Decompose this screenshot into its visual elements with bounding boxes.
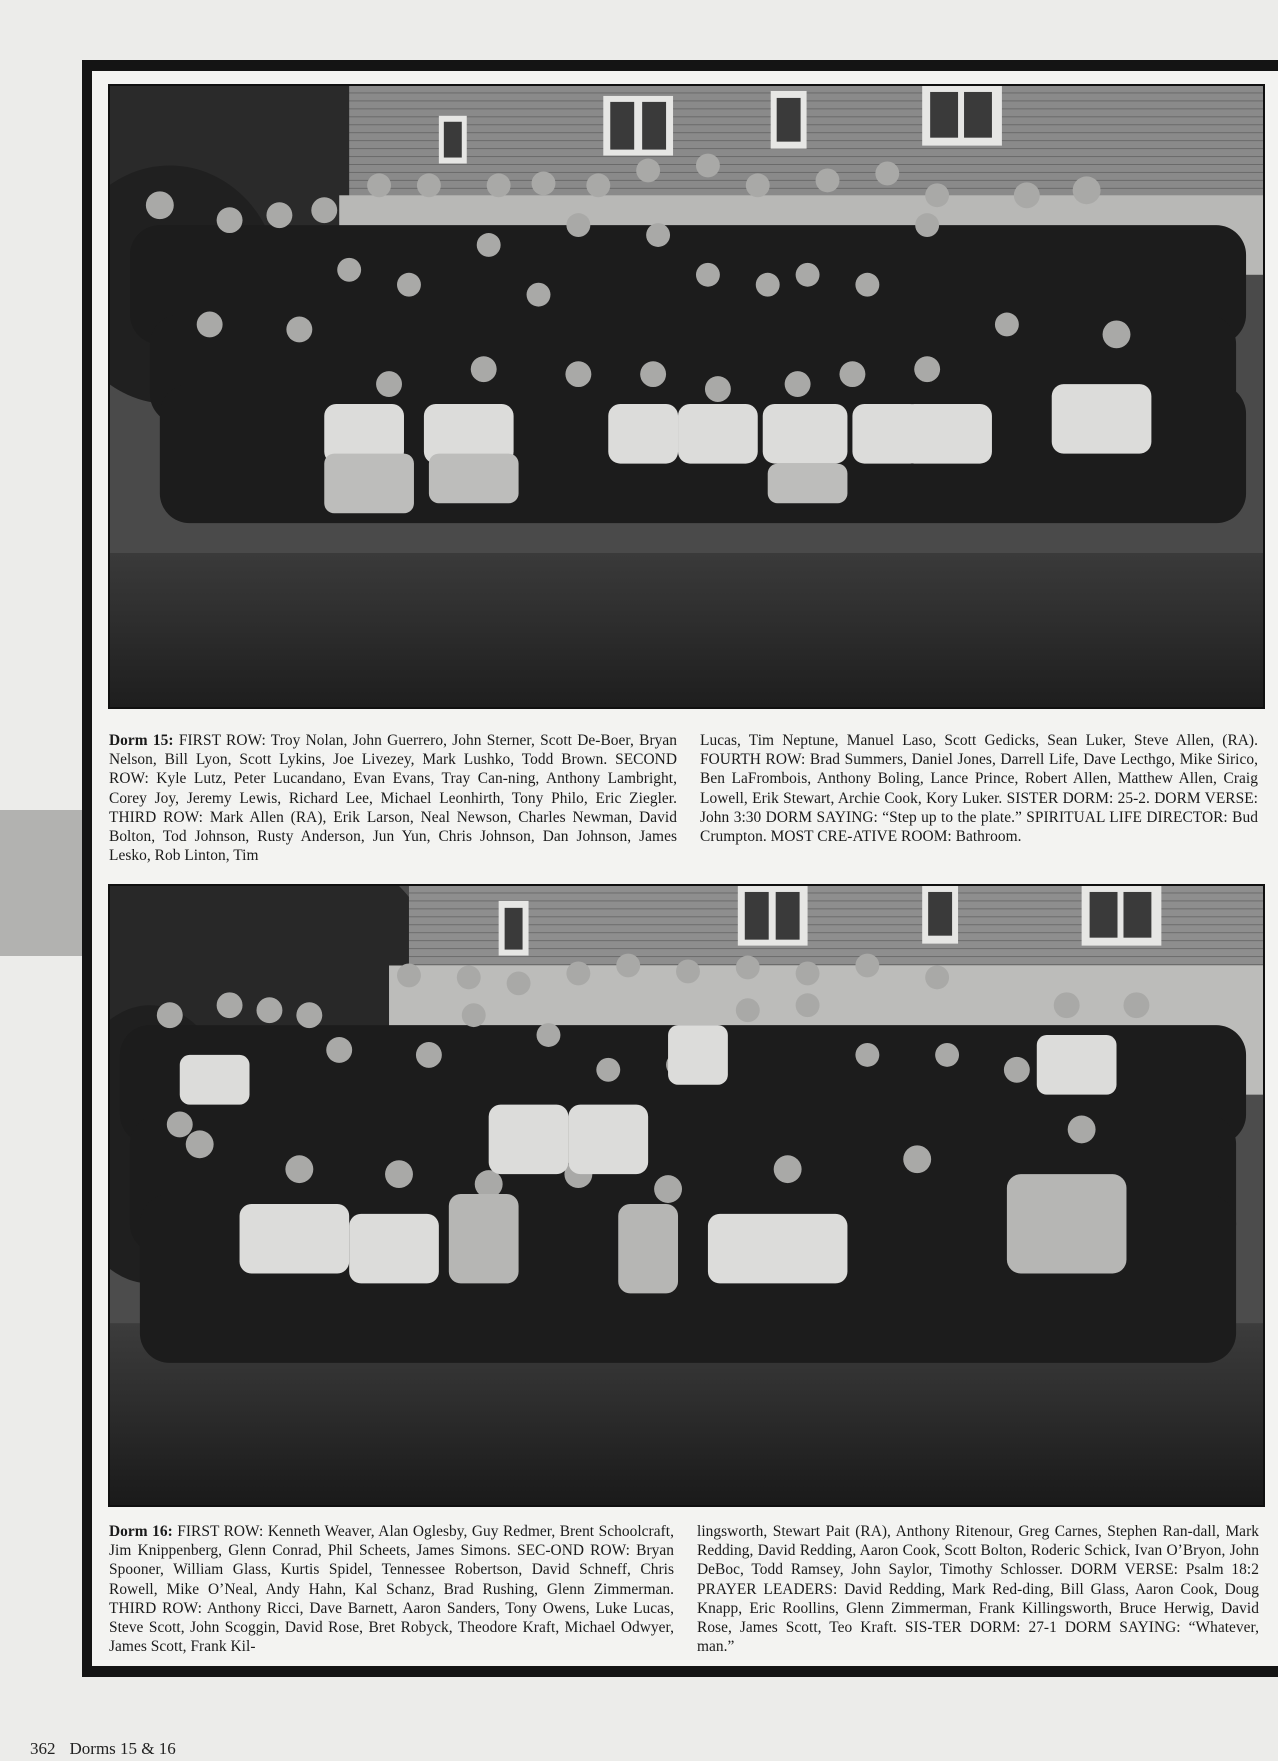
section-title: Dorms 15 & 16 [69, 1739, 176, 1758]
dorm-16-caption-label: Dorm 16: [109, 1523, 173, 1540]
page-footer [30, 1739, 176, 1759]
dorm-16-photo-illustration [110, 886, 1263, 1505]
dorm-16-caption-right: lingsworth, Stewart Pait (RA), Anthony Ritenour, Greg Carnes, Stephen Ran-dall, Mark Redding, David Redding, Aaron Cook, Scott Bolton, Roderic Schick, Ivan O’Bryon, John DeBoc, Todd Ramsey, John Saylor, Timothy Schlosser. DORM VERSE: Psalm 18:2 PRAYER LEADERS: David Redding, Mark Red-ding, Bill Glass, Aaron Cook, Doug Knapp, Eric Roollins, Glenn Zimmerman, Frank Killingsworth, Bruce Herwig, David Rose, James Scott, Teo Kraft. SIS-TER DORM: 27-1 DORM SAYING: “Whatever, man.” [697, 1523, 1259, 1656]
dorm-15-photo-illustration [110, 86, 1263, 707]
dorm-15-group-photo [108, 84, 1265, 709]
dorm-15-caption-label: Dorm 15: [109, 732, 174, 749]
dorm-15-caption-left-text: FIRST ROW: Troy Nolan, John Guerrero, John Sterner, Scott De-Boer, Bryan Nelson, Bill Lyon, Scott Lykins, Joe Livezey, Mark Lushko, Todd Brown. SECOND ROW: Kyle Lutz, Peter Lucandano, Evan Evans, Tray Can-ning, Anthony Lambright, Corey Joy, Jeremy Lewis, Richard Lee, Michael Leonhirth, Tony Philo, Eric Ziegler. THIRD ROW: Mark Allen (RA), Erik Larson, Neal Newson, Charles Newman, David Bolton, Tod Johnson, Rusty Anderson, Jun Yun, Chris Johnson, Dan Johnson, James Lesko, Rob Linton, Tim [109, 732, 678, 865]
dorm-16-caption-left-text: FIRST ROW: Kenneth Weaver, Alan Oglesby, Guy Redmer, Brent Schoolcraft, Jim Knippenberg, Glenn Conrad, Phil Scheets, James Simons. SEC-OND ROW: Bryan Spooner, William Glass, Kurtis Spidel, Tennessee Robertson, David Schneff, Chris Rowell, Mike O’Neal, Andy Hahn, Kal Schanz, Brad Rushing, Glenn Zimmerman. THIRD ROW: Anthony Ricci, Dave Barnett, Aaron Sanders, Tony Owens, Luke Lucas, Steve Scott, John Scoggin, David Rose, Bret Robyck, Theodore Kraft, Michael Odwyer, James Scott, Frank Kil- [109, 1523, 674, 1656]
section-tab-marker [0, 810, 82, 956]
page-number: 362 [30, 1739, 56, 1758]
dorm-16-group-photo [108, 884, 1265, 1507]
dorm-15-caption-right: Lucas, Tim Neptune, Manuel Laso, Scott Gedicks, Sean Luker, Steve Allen, (RA). FOURTH ROW: Brad Summers, Daniel Jones, Darrell Life, Dave Lecthgo, Mike Sirico, Ben LaFrombois, Anthony Boling, Lance Prince, Robert Allen, Matthew Allen, Craig Lowell, Erik Stewart, Archie Cook, Kory Luker. SISTER DORM: 25-2. DORM VERSE: John 3:30 DORM SAYING: “Step up to the plate.” SPIRITUAL LIFE DIRECTOR: Bud Crumpton. MOST CRE-ATIVE ROOM: Bathroom. [700, 732, 1258, 846]
dorm-15-caption-left [109, 731, 677, 865]
dorm-16-caption-left [109, 1522, 674, 1656]
